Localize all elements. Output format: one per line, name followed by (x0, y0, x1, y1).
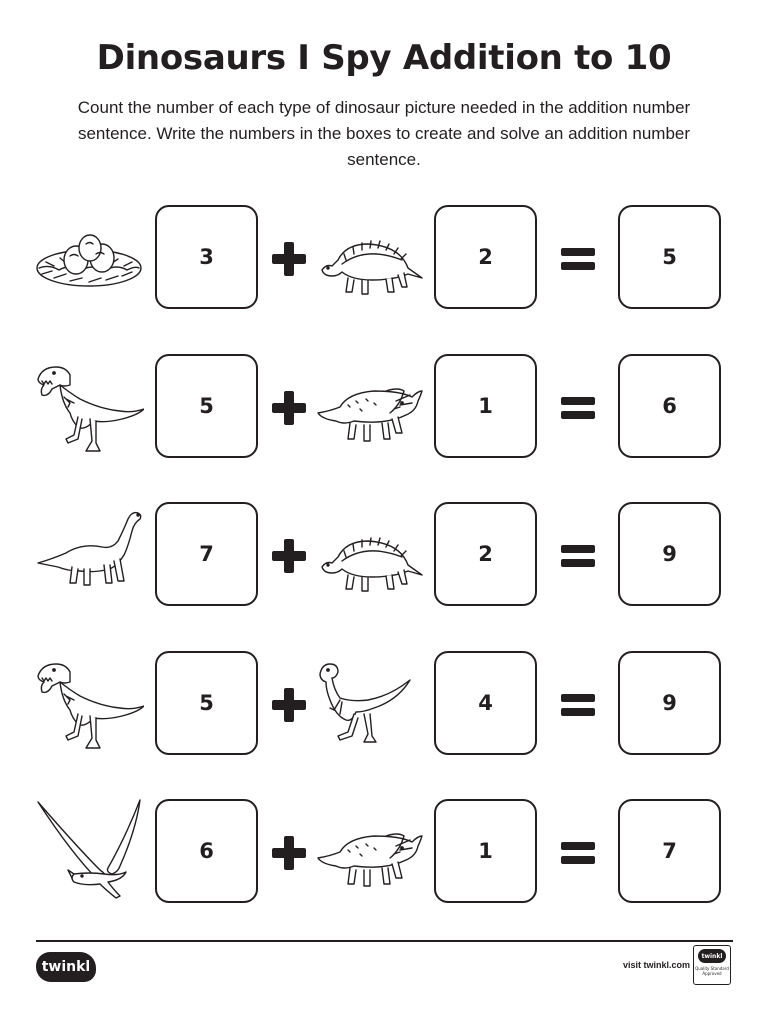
equals-sign (561, 688, 595, 722)
plus-sign (272, 539, 306, 573)
instructions-text: Count the number of each type of dinosaur picture needed in the addition number sentence. Write the numbers in the boxes to create and solve an addition number sentence. (77, 98, 691, 169)
sum-box[interactable]: 6 (618, 354, 721, 458)
equation-row (0, 204, 768, 314)
footer-divider (36, 940, 733, 942)
ankylosaurus-icon (314, 501, 424, 611)
equals-sign (561, 391, 595, 425)
sum-box[interactable]: 9 (618, 651, 721, 755)
visit-link[interactable]: visit twinkl.com (622, 960, 690, 970)
plus-sign (272, 242, 306, 276)
addend-b-box[interactable]: 2 (434, 205, 537, 309)
plus-sign (272, 688, 306, 722)
addend-b-box[interactable]: 2 (434, 502, 537, 606)
page-title: Dinosaurs I Spy Addition to 10 (96, 38, 672, 78)
ankylosaurus-icon (314, 204, 424, 314)
addend-a-box[interactable]: 5 (155, 354, 258, 458)
addend-b-box[interactable]: 4 (434, 651, 537, 755)
triceratops-icon (314, 798, 424, 908)
equation-row (0, 353, 768, 463)
oviraptor-icon (314, 650, 424, 760)
sum-box[interactable]: 7 (618, 799, 721, 903)
addend-a-box[interactable]: 3 (155, 205, 258, 309)
addend-a-box[interactable]: 6 (155, 799, 258, 903)
egg-nest-icon (34, 204, 144, 314)
t-rex-icon (34, 353, 144, 463)
brachiosaurus-icon (34, 501, 144, 611)
addend-a-box[interactable]: 7 (155, 502, 258, 606)
equals-sign (561, 242, 595, 276)
pterodactyl-icon (34, 798, 144, 908)
equals-sign (561, 836, 595, 870)
equals-sign (561, 539, 595, 573)
t-rex-icon (34, 650, 144, 760)
addend-a-box[interactable]: 5 (155, 651, 258, 755)
sum-box[interactable]: 5 (618, 205, 721, 309)
triceratops-icon (314, 353, 424, 463)
equation-row (0, 501, 768, 611)
sum-box[interactable]: 9 (618, 502, 721, 606)
addend-b-box[interactable]: 1 (434, 354, 537, 458)
quality-badge (693, 945, 731, 985)
badge-logo: twinkl (698, 949, 726, 963)
equation-row (0, 650, 768, 760)
plus-sign (272, 836, 306, 870)
badge-text: Quality Standard Approved (695, 966, 729, 976)
equation-row (0, 798, 768, 908)
plus-sign (272, 391, 306, 425)
twinkl-logo: twinkl (36, 952, 96, 982)
addend-b-box[interactable]: 1 (434, 799, 537, 903)
